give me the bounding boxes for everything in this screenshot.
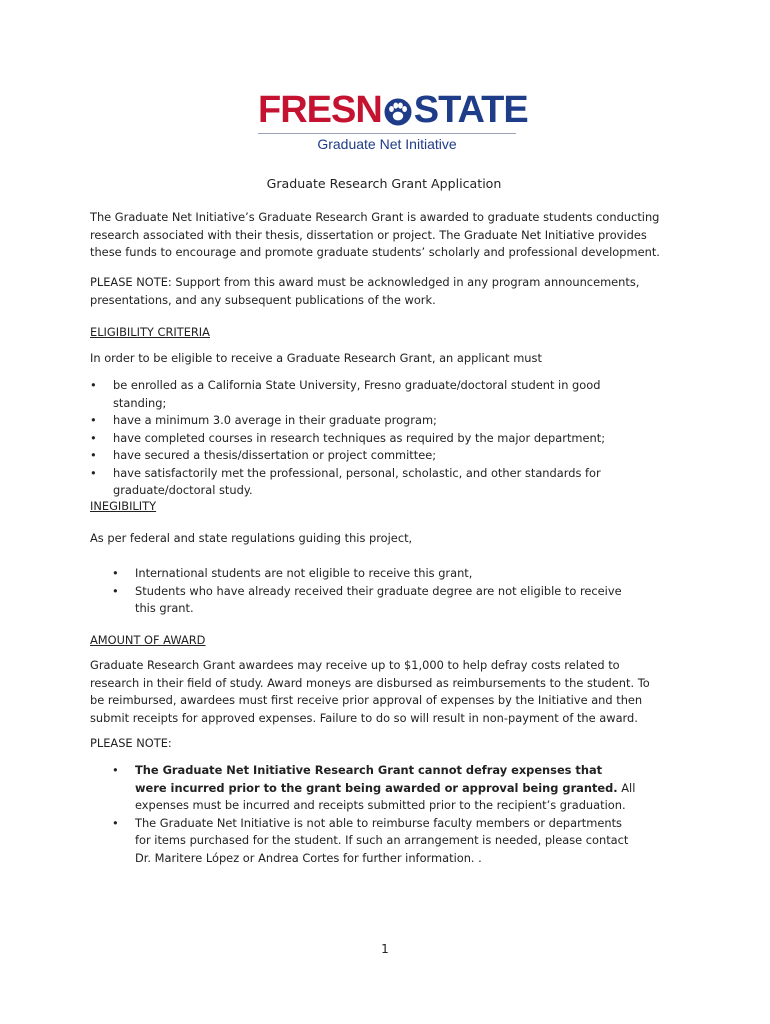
list-item: • have secured a thesis/dissertation or project committee; <box>90 447 620 465</box>
list-item: • be enrolled as a California State University, Fresno graduate/doctoral student in good standing; <box>90 377 620 412</box>
list-item: • have satisfactorily met the professional, personal, scholastic, and other standards for graduate/doctoral study. <box>90 465 620 500</box>
fresno-state-logo <box>258 89 528 154</box>
list-item: • have a minimum 3.0 average in their graduate program; <box>90 412 620 430</box>
list-item: • have completed courses in research techniques as required by the major department; <box>90 430 620 448</box>
item-text: All expenses must be incurred and receipts submitted prior to the recipient’s graduation. <box>135 780 636 812</box>
list-item: • International students are not eligible to receive this grant, <box>112 565 637 583</box>
list-item: • The Graduate Net Initiative is not able to reimburse faculty members or departments for items purchased for the student. If such an arrangement is needed, please contact Dr. Maritere López or Andrea Cortes for further information. . <box>112 815 637 868</box>
note-paragraph: PLEASE NOTE: Support from this award must be acknowledged in any program announcements, presentations, and any subsequent publications of the work. <box>90 275 640 307</box>
eligibility-heading: ELIGIBILITY CRITERIA <box>90 325 210 339</box>
award-note-list <box>112 762 637 867</box>
eligibility-lead: In order to be eligible to receive a Graduate Research Grant, an applicant must <box>90 351 542 365</box>
list-item: • Students who have already received their graduate degree are not eligible to receive this grant. <box>112 583 637 618</box>
paw-print-icon <box>383 93 413 127</box>
list-item <box>112 762 637 815</box>
eligibility-list <box>90 377 620 500</box>
logo-state-text: STATE <box>413 89 528 131</box>
ineligibility-heading: INEGIBILITY <box>90 499 157 513</box>
page-number: 1 <box>381 942 389 956</box>
document-title: Graduate Research Grant Application <box>266 176 502 191</box>
award-note-label: PLEASE NOTE: <box>90 736 172 750</box>
logo-divider <box>258 133 516 134</box>
ineligibility-lead: As per federal and state regulations guiding this project, <box>90 531 413 545</box>
award-heading: AMOUNT OF AWARD <box>90 633 206 647</box>
award-paragraph: Graduate Research Grant awardees may receive up to $1,000 to help defray costs related to research in their field of study. Award moneys are disbursed as reimbursements to the student. To be reimbursed, awardees must first receive prior approval of expenses by the Initiative and then submit receipts for approved expenses. Failure to do so will result in non-payment of the award. <box>90 658 650 725</box>
ineligibility-list <box>112 565 637 618</box>
bold-text: The Graduate Net Initiative Research Grant cannot defray expenses that were incurred prior to the grant being awarded or approval being granted. <box>135 763 618 795</box>
logo-fresn-text: FRESN <box>258 89 382 131</box>
intro-paragraph: The Graduate Net Initiative’s Graduate Research Grant is awarded to graduate students conducting research associated with their thesis, dissertation or project. The Graduate Net Initiative provides these funds to encourage and promote graduate students’ scholarly and professional development. <box>90 210 660 259</box>
logo-wordmark <box>258 90 528 130</box>
logo-subtitle: Graduate Net Initiative <box>317 136 457 152</box>
